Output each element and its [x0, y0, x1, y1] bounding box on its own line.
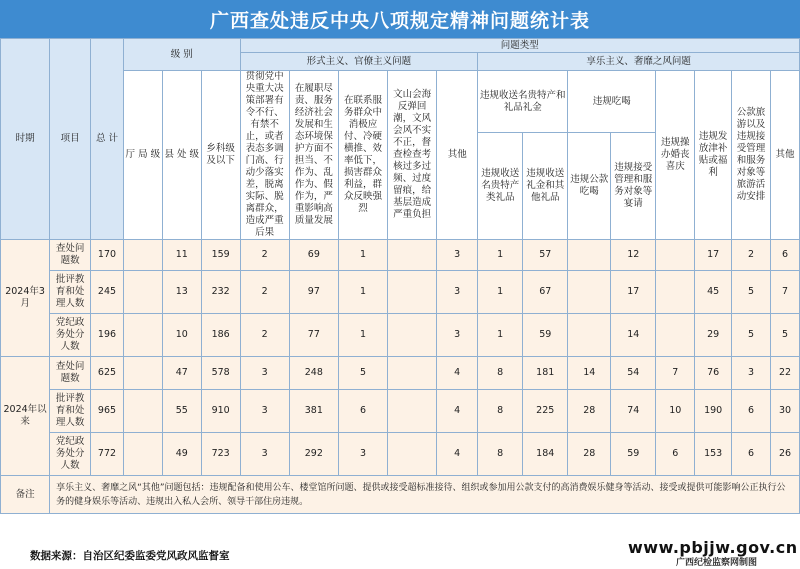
row-item: 党纪政务处分人数	[50, 314, 91, 357]
note-text: 享乐主义、奢靡之风“其他”问题包括：违规配备和使用公车、楼堂馆所问题、提供或接受超标准接待、组织或参加用公款支付的高消费娱乐健身等活动、接受或提供可能影响公正执行公务的健身娱乐等活动、违规出入私人会所、领导干部住房违规。	[50, 476, 800, 514]
table-cell: 772	[91, 433, 124, 476]
table-cell: 1	[478, 271, 523, 314]
header-dining-public: 违规公款吃喝	[568, 133, 611, 240]
header-dining-banquet: 违规接受管理和服务对象等宴请	[611, 133, 656, 240]
table-cell: 5	[732, 271, 771, 314]
table-cell: 1	[478, 314, 523, 357]
header-formalism-2: 在履职尽责、服务经济社会发展和生态环境保护方面不担当、不作为、乱作为、假作为，严重影响高质量发展	[289, 71, 338, 240]
row-item: 党纪政务处分人数	[50, 433, 91, 476]
table-cell: 6	[656, 433, 695, 476]
table-cell	[568, 271, 611, 314]
table-cell: 248	[289, 357, 338, 390]
table-cell: 2	[240, 271, 289, 314]
period-label: 2024年3月	[1, 240, 50, 357]
table-cell: 578	[201, 357, 240, 390]
table-cell: 69	[289, 240, 338, 271]
table-cell: 2	[240, 240, 289, 271]
table-cell: 5	[338, 357, 387, 390]
header-hedonism-dining: 违规吃喝	[568, 71, 656, 133]
data-source: 数据来源：自治区纪委监委党风政风监督室	[30, 550, 230, 562]
table-cell: 67	[523, 271, 568, 314]
table-cell	[656, 314, 695, 357]
row-item: 批评教育和处理人数	[50, 390, 91, 433]
table-cell	[568, 240, 611, 271]
table-cell: 4	[437, 433, 478, 476]
header-gifts-specialty: 违规收送名贵特产类礼品	[478, 133, 523, 240]
table-cell: 14	[611, 314, 656, 357]
header-ting: 厅 局 级	[123, 71, 162, 240]
table-cell: 1	[478, 240, 523, 271]
table-cell: 29	[695, 314, 732, 357]
statistics-table	[0, 38, 800, 514]
table-cell: 59	[611, 433, 656, 476]
table-cell: 153	[695, 433, 732, 476]
table-cell: 49	[162, 433, 201, 476]
table-cell: 28	[568, 433, 611, 476]
table-cell	[656, 240, 695, 271]
table-cell: 3	[437, 271, 478, 314]
table-cell	[388, 314, 437, 357]
table-cell: 22	[770, 357, 799, 390]
table-cell	[568, 314, 611, 357]
table-cell: 245	[91, 271, 124, 314]
page-title: 广西查处违反中央八项规定精神问题统计表	[209, 10, 590, 32]
table-cell: 6	[338, 390, 387, 433]
row-item: 查处问题数	[50, 240, 91, 271]
header-hedonism-other: 其他	[770, 71, 799, 240]
table-cell: 2	[240, 314, 289, 357]
table-cell: 910	[201, 390, 240, 433]
header-hedonism-gifts: 违规收送名贵特产和礼品礼金	[478, 71, 568, 133]
table-cell: 47	[162, 357, 201, 390]
table-cell: 13	[162, 271, 201, 314]
table-cell: 3	[732, 357, 771, 390]
table-cell: 10	[162, 314, 201, 357]
table-cell: 723	[201, 433, 240, 476]
table-cell: 5	[770, 314, 799, 357]
table-row	[1, 390, 800, 433]
table-cell: 8	[478, 390, 523, 433]
table-cell: 76	[695, 357, 732, 390]
header-formalism-other: 其他	[437, 71, 478, 240]
header-level: 级 别	[123, 39, 240, 71]
table-cell: 59	[523, 314, 568, 357]
table-cell	[388, 390, 437, 433]
table-cell: 3	[240, 357, 289, 390]
table-row	[1, 357, 800, 390]
table-cell: 181	[523, 357, 568, 390]
header-hedonism: 享乐主义、奢靡之风问题	[478, 53, 800, 71]
table-cell: 7	[656, 357, 695, 390]
note-label: 备注	[1, 476, 50, 514]
table-cell: 7	[770, 271, 799, 314]
table-cell: 14	[568, 357, 611, 390]
table-row	[1, 240, 800, 271]
table-cell: 97	[289, 271, 338, 314]
table-cell	[123, 240, 162, 271]
header-item: 项目	[50, 39, 91, 240]
table-cell: 17	[611, 271, 656, 314]
table-cell: 184	[523, 433, 568, 476]
table-cell: 74	[611, 390, 656, 433]
table-cell: 8	[478, 357, 523, 390]
table-cell: 965	[91, 390, 124, 433]
table-cell: 225	[523, 390, 568, 433]
table-cell: 625	[91, 357, 124, 390]
header-xiang: 乡科级及以下	[201, 71, 240, 240]
table-cell: 10	[656, 390, 695, 433]
table-cell: 3	[240, 390, 289, 433]
table-cell: 1	[338, 240, 387, 271]
table-cell: 6	[732, 390, 771, 433]
row-item: 查处问题数	[50, 357, 91, 390]
header-gifts-money: 违规收送礼金和其他礼品	[523, 133, 568, 240]
table-cell: 8	[478, 433, 523, 476]
table-cell: 3	[240, 433, 289, 476]
watermark-credit: 广西纪检监察网制图	[676, 558, 758, 568]
table-cell	[388, 271, 437, 314]
table-cell: 232	[201, 271, 240, 314]
table-cell: 3	[437, 314, 478, 357]
table-cell: 55	[162, 390, 201, 433]
header-hedonism-weddings: 违规操办婚丧喜庆	[656, 71, 695, 240]
table-cell: 196	[91, 314, 124, 357]
table-cell: 28	[568, 390, 611, 433]
table-cell: 292	[289, 433, 338, 476]
table-cell	[388, 240, 437, 271]
table-cell	[388, 357, 437, 390]
row-item: 批评教育和处理人数	[50, 271, 91, 314]
table-cell: 159	[201, 240, 240, 271]
header-formalism-1: 贯彻党中央重大决策部署有令不行、有禁不止，或者表态多调门高、行动少落实差，脱离实际、脱离群众，造成严重后果	[240, 71, 289, 240]
table-cell: 77	[289, 314, 338, 357]
table-cell: 17	[695, 240, 732, 271]
table-cell: 4	[437, 390, 478, 433]
table-cell: 3	[437, 240, 478, 271]
table-cell: 45	[695, 271, 732, 314]
header-xian: 县 处 级	[162, 71, 201, 240]
table-cell: 170	[91, 240, 124, 271]
table-cell: 57	[523, 240, 568, 271]
table-cell: 190	[695, 390, 732, 433]
table-row	[1, 271, 800, 314]
table-cell	[123, 314, 162, 357]
table-cell	[123, 433, 162, 476]
table-cell: 6	[770, 240, 799, 271]
table-cell	[123, 271, 162, 314]
table-cell: 1	[338, 314, 387, 357]
note-row	[1, 476, 800, 514]
table-cell: 6	[732, 433, 771, 476]
header-total: 总 计	[91, 39, 124, 240]
header-period: 时期	[1, 39, 50, 240]
table-row	[1, 433, 800, 476]
table-cell: 54	[611, 357, 656, 390]
table-cell: 381	[289, 390, 338, 433]
watermark-url: www.pbjjw.gov.cn	[628, 538, 798, 557]
table-cell: 3	[338, 433, 387, 476]
header-hedonism-travel: 公款旅游以及违规接受管理和服务对象等旅游活动安排	[732, 71, 771, 240]
table-cell: 1	[338, 271, 387, 314]
period-label: 2024年以来	[1, 357, 50, 476]
header-formalism-3: 在联系服务群众中消极应付、冷硬横推、效率低下，损害群众利益，群众反映强烈	[338, 71, 387, 240]
table-cell: 186	[201, 314, 240, 357]
table-row	[1, 314, 800, 357]
title-banner	[0, 0, 800, 38]
table-cell	[388, 433, 437, 476]
table-cell: 5	[732, 314, 771, 357]
header-hedonism-allowances: 违规发放津补贴或福利	[695, 71, 732, 240]
header-problem-type: 问题类型	[240, 39, 799, 53]
table-cell: 2	[732, 240, 771, 271]
table-cell: 4	[437, 357, 478, 390]
table-cell: 26	[770, 433, 799, 476]
header-formalism: 形式主义、官僚主义问题	[240, 53, 478, 71]
table-cell: 30	[770, 390, 799, 433]
table-cell: 11	[162, 240, 201, 271]
header-formalism-4: 文山会海反弹回潮，文风会风不实不正，督查检查考核过多过频、过度留痕，给基层造成严重负担	[388, 71, 437, 240]
table-cell	[123, 390, 162, 433]
table-cell: 12	[611, 240, 656, 271]
table-cell	[123, 357, 162, 390]
table-cell	[656, 271, 695, 314]
